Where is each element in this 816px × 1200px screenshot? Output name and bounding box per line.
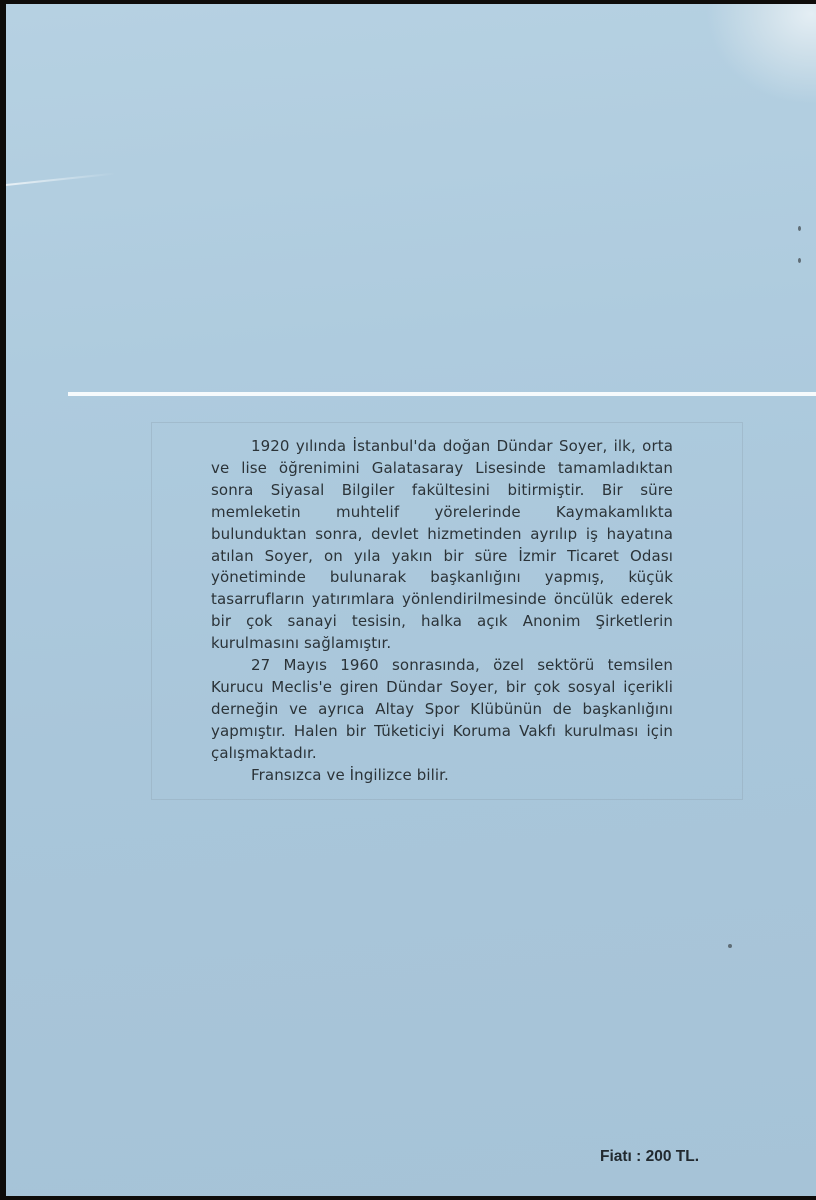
speck-mark xyxy=(798,258,801,263)
author-biography xyxy=(211,436,673,787)
biography-paragraph-2: 27 Mayıs 1960 sonrasında, özel sektörü temsilen Kurucu Meclis'e giren Dündar Soyer, bir çok sosyal içerikli derneğin ve ayrıca Altay Spor Klübünün de başkanlığını yapmıştır. Halen bir Tüketiciyi Koruma Vakfı kurulması için çalışmaktadır. xyxy=(211,656,673,762)
worn-corner xyxy=(706,4,816,104)
crease-mark xyxy=(6,173,116,186)
back-cover xyxy=(6,4,816,1196)
speck-mark xyxy=(728,944,732,948)
biography-paragraph-1: 1920 yılında İstanbul'da doğan Dündar Soyer, ilk, orta ve lise öğrenimini Galatasaray Lisesinde tamamladıktan sonra Siyasal Bilgiler fakültesini bitirmiştir. Bir süre memleketin muhtelif yörelerinde Kaymakamlıkta bulunduktan sonra, devlet hizmetinden ayrılıp iş hayatına atılan Soyer, on yıla yakın bir süre İzmir Ticaret Odası yönetiminde bulunarak başkanlığını yapmış, küçük tasarrufların yatırımlara yönlendirilmesinde öncülük ederek bir çok sanayi tesisin, halka açık Anonim Şirketlerin kurulmasını sağlamıştır. xyxy=(211,437,673,653)
speck-mark xyxy=(798,226,801,231)
price-label: Fiatı : 200 TL. xyxy=(600,1148,700,1165)
biography-paragraph-3: Fransızca ve İngilizce bilir. xyxy=(251,765,449,784)
horizontal-rule xyxy=(68,392,816,396)
